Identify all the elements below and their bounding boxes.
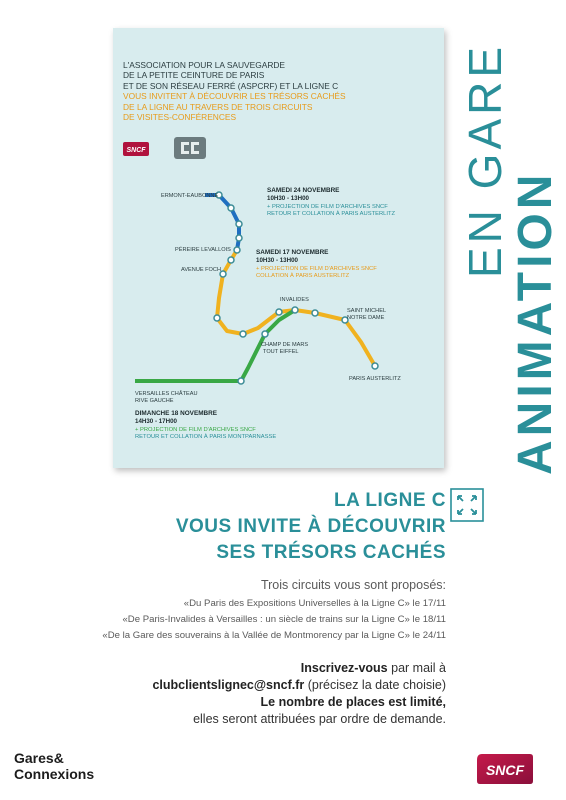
circuit-item: «Du Paris des Expositions Universelles à la Ligne C» le 17/11 — [183, 598, 446, 609]
register-email[interactable]: clubclientslignec@sncf.fr — [152, 678, 305, 692]
station-dot — [228, 205, 234, 211]
event-time: 10H30 - 13H00 — [267, 195, 309, 202]
circuits-intro: Trois circuits vous sont proposés: — [260, 578, 446, 592]
sncf-logo — [476, 752, 534, 786]
station-label: NOTRE DAME — [347, 315, 385, 321]
station-dot — [372, 363, 378, 369]
intro-line: VOUS INVITENT À DÉCOUVRIR LES TRÉSORS CACHÉS — [123, 91, 346, 102]
event-18-november — [135, 410, 276, 440]
station-dot — [228, 257, 234, 263]
circuit-item: «De Paris-Invalides à Versailles : un siècle de trains sur la Ligne C» le 18/11 — [122, 614, 446, 625]
station-dot — [236, 221, 242, 227]
station-dot — [236, 235, 242, 241]
event-time: 10H30 - 13H00 — [256, 257, 298, 264]
station-dot — [234, 247, 240, 253]
station-dot — [240, 331, 246, 337]
intro-line: DE LA PETITE CEINTURE DE PARIS — [123, 70, 265, 81]
register-text: elles seront attribuées par ordre de demande. — [193, 712, 446, 726]
event-17-november — [256, 249, 377, 279]
register-text: (précisez la date choisie) — [304, 678, 446, 692]
event-date: DIMANCHE 18 NOVEMBRE — [135, 410, 218, 417]
vertical-title-animation: ANIMATION — [509, 170, 562, 475]
event-detail: + PROJECTION DE FILM D'ARCHIVES SNCF — [135, 427, 256, 433]
headline-line: VOUS INVITE À DÉCOUVRIR — [175, 516, 446, 537]
sncf-logo-text: SNCF — [485, 762, 525, 778]
vertical-title — [455, 20, 562, 480]
vertical-title-en-gare: EN GARE — [459, 42, 511, 278]
station-label: PÉREIRE LEVALLOIS — [175, 247, 231, 253]
poster-panel — [113, 28, 444, 468]
station-label: VERSAILLES CHÂTEAU — [135, 391, 198, 397]
blue-line — [205, 195, 239, 250]
station-label: TOUT EIFFEL — [263, 349, 299, 355]
focus-target-icon — [450, 488, 484, 522]
intro-line: ET DE SON RÉSEAU FERRÉ (ASPCRF) ET LA LIGNE C — [123, 80, 339, 91]
event-detail: RETOUR ET COLLATION À PARIS AUSTERLITZ — [267, 211, 396, 217]
register-limit: Le nombre de places est limité, — [260, 695, 446, 709]
station-label: ERMONT-EAUBONNE — [161, 193, 219, 199]
headline-line: LA LIGNE C — [334, 490, 446, 511]
station-dot — [238, 378, 244, 384]
register-text: par mail à — [387, 661, 446, 675]
event-detail: + PROJECTION DE FILM D'ARCHIVES SNCF — [267, 204, 388, 210]
intro-line: DE VISITES-CONFÉRENCES — [123, 112, 237, 123]
station-label: PARIS AUSTERLITZ — [349, 376, 401, 382]
station-dot — [312, 310, 318, 316]
gares-logo-line2: Connexions — [14, 766, 95, 782]
event-24-november — [267, 187, 396, 217]
sncf-small-logo-text: SNCF — [126, 147, 146, 154]
station-label: CHAMP DE MARS — [261, 342, 309, 348]
circuit-item: «De la Gare des souverains à la Vallée de Montmorency par la Ligne C» le 24/11 — [102, 630, 446, 641]
intro-line: DE LA LIGNE AU TRAVERS DE TROIS CIRCUITS — [123, 101, 313, 112]
gares-logo-line1: Gares& — [14, 750, 64, 766]
station-dot — [214, 315, 220, 321]
event-detail: COLLATION À PARIS AUSTERLITZ — [256, 273, 350, 279]
station-label: INVALIDES — [280, 297, 309, 303]
event-date: SAMEDI 17 NOVEMBRE — [256, 249, 329, 256]
station-dot — [262, 331, 268, 337]
station-dot — [292, 307, 298, 313]
station-label: SAINT MICHEL — [347, 308, 387, 314]
station-dot — [276, 309, 282, 315]
event-detail: RETOUR ET COLLATION À PARIS MONTPARNASSE — [135, 434, 277, 440]
headline-line: SES TRÉSORS CACHÉS — [216, 542, 446, 563]
gares-connexions-logo — [12, 748, 142, 784]
event-detail: + PROJECTION DE FILM D'ARCHIVES SNCF — [256, 266, 377, 272]
event-date: SAMEDI 24 NOVEMBRE — [267, 187, 340, 194]
station-label: AVENUE FOCH — [181, 267, 221, 273]
line-c-map — [113, 28, 444, 468]
event-time: 14H30 - 17H00 — [135, 418, 177, 425]
register-bold: Inscrivez-vous — [300, 661, 388, 675]
headline — [80, 488, 446, 566]
station-label: RIVE GAUCHE — [135, 398, 174, 404]
intro-line: L'ASSOCIATION POUR LA SAUVEGARDE — [123, 60, 286, 70]
registration-info — [80, 660, 446, 728]
